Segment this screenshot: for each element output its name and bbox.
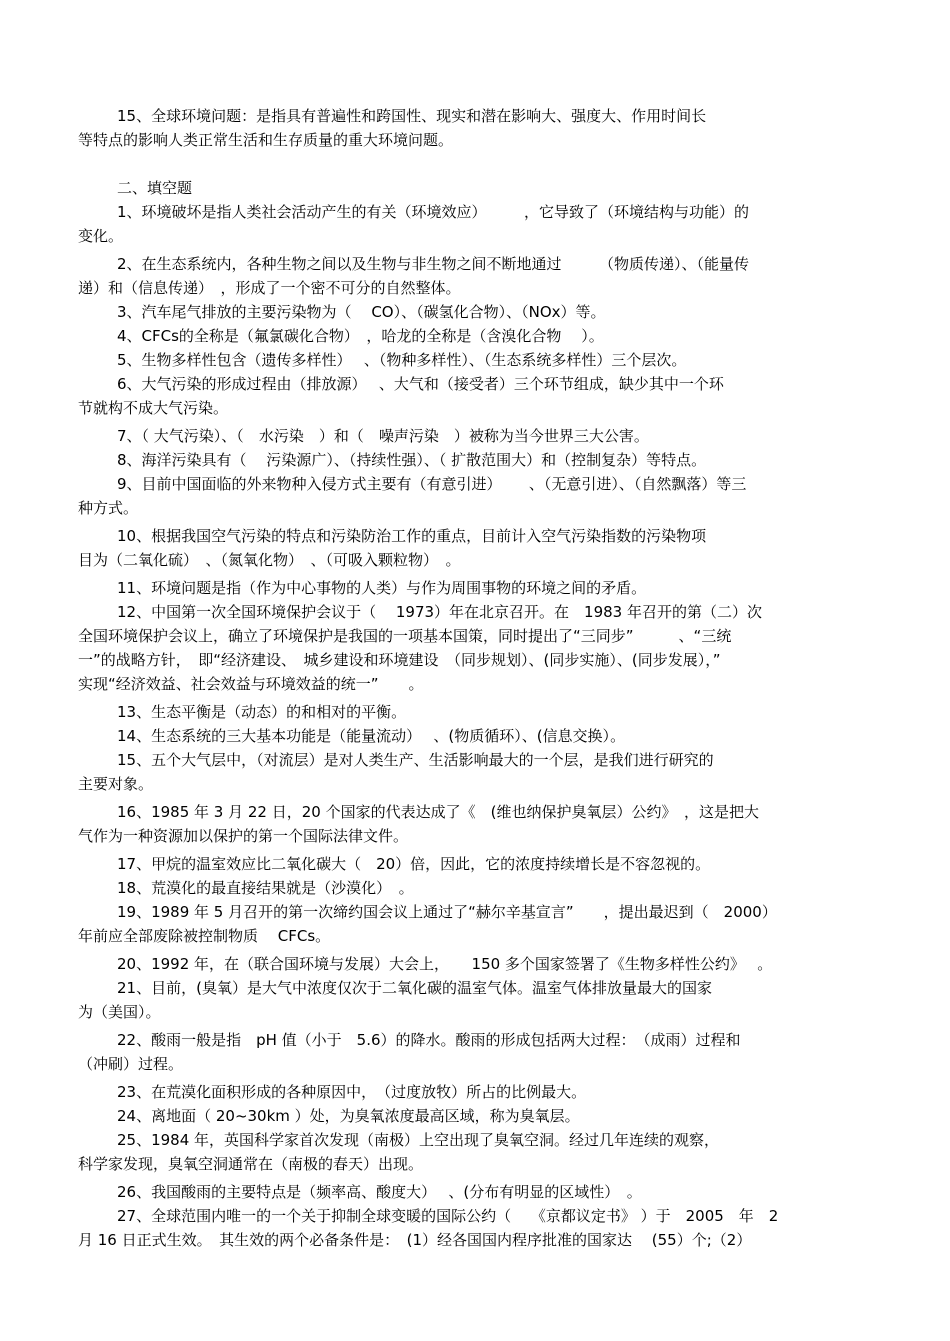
question-line: 26、我国酸雨的主要特点是（频率高、酸度大） 、(分布有明显的区域性） 。 [117, 1183, 642, 1201]
question-line: 节就构不成大气污染。 [78, 399, 229, 417]
question-line: 18、荒漠化的最直接结果就是（沙漠化） 。 [117, 879, 414, 897]
question-14 [78, 724, 878, 748]
section-heading: 二、填空题 [117, 179, 193, 197]
question-line: 月 16 日正式生效。 其生效的两个必备条件是： (1）经各国国内程序批准的国家达 (55）个;（2） [78, 1231, 752, 1249]
question-27 [78, 1204, 878, 1252]
definition-15-line-1: 15、全球环境问题：是指具有普遍性和跨国性、现实和潜在影响大、强度大、作用时间长 [117, 107, 707, 125]
definition-15-line-2: 等特点的影响人类正常生活和生存质量的重大环境问题。 [78, 131, 454, 149]
question-26 [78, 1180, 878, 1204]
question-line: 10、根据我国空气污染的特点和污染防治工作的重点，目前计入空气污染指数的污染物项 [117, 527, 707, 545]
question-line: 5、生物多样性包含（遗传多样性） 、（物种多样性）、（生态系统多样性）三个层次。 [117, 351, 687, 369]
question-line: 25、1984 年，英国科学家首次发现（南极）上空出现了臭氧空洞。经过几年连续的观察， [117, 1131, 720, 1149]
question-line: 一”的战略方针， 即“经济建设、 城乡建设和环境建设 （同步规划）、(同步实施）、(同步发展），” [78, 651, 721, 669]
question-13 [78, 700, 878, 724]
question-line: 16、1985 年 3 月 22 日，20 个国家的代表达成了《 (维也纳保护臭氧层）公约》 ，这是把大 [117, 803, 759, 821]
question-line: 主要对象。 [78, 775, 154, 793]
question-19 [78, 900, 878, 948]
question-line: 6、大气污染的形成过程由（排放源） 、大气和（接受者）三个环节组成，缺少其中一个环 [117, 375, 724, 393]
question-line: 14、生态系统的三大基本功能是（能量流动） 、(物质循环）、(信息交换）。 [117, 727, 626, 745]
question-line: 13、生态平衡是（动态）的和相对的平衡。 [117, 703, 407, 721]
question-line: 8、海洋污染具有（ 污染源广）、（持续性强）、（ 扩散范围大）和（控制复杂）等特点。 [117, 451, 707, 469]
question-line: 年前应全部废除被控制物质 CFCs。 [78, 927, 331, 945]
question-line: 全国环境保护会议上，确立了环境保护是我国的一项基本国策，同时提出了“三同步” 、“三统 [78, 627, 732, 645]
question-line: 科学家发现，臭氧空洞通常在（南极的春天）出现。 [78, 1155, 424, 1173]
question-line: 11、环境问题是指（作为中心事物的人类）与作为周围事物的环境之间的矛盾。 [117, 579, 647, 597]
question-line: 19、1989 年 5 月召开的第一次缔约国会议上通过了“赫尔辛基宣言” ，提出最迟到（ 2000） [117, 903, 777, 921]
question-9 [78, 472, 878, 520]
question-1 [78, 200, 878, 248]
document-body [78, 104, 878, 1252]
question-line: 15、五个大气层中，（对流层）是对人类生产、生活影响最大的一个层，是我们进行研究的 [117, 751, 714, 769]
question-line: 目为（二氧化硫） 、（氮氧化物） 、（可吸入颗粒物） 。 [78, 551, 461, 569]
question-11 [78, 576, 878, 600]
question-12 [78, 600, 878, 696]
question-line: 9、目前中国面临的外来物种入侵方式主要有（有意引进） 、（无意引进）、（自然飘落）等三 [117, 475, 747, 493]
question-line: 2、在生态系统内，各种生物之间以及生物与非生物之间不断地通过 （物质传递）、（能量传 [117, 255, 750, 273]
question-line: 实现“经济效益、社会效益与环境效益的统一” 。 [78, 675, 424, 693]
question-5 [78, 348, 878, 372]
question-line: 17、甲烷的温室效应比二氧化碳大（ 20）倍，因此，它的浓度持续增长是不容忽视的。 [117, 855, 711, 873]
question-line: 3、汽车尾气排放的主要污染物为（ CO）、（碳氢化合物）、（NOx）等。 [117, 303, 606, 321]
question-line: 7、（ 大气污染）、（ 水污染 ）和（ 噪声污染 ）被称为当今世界三大公害。 [117, 427, 649, 445]
question-line: 21、目前，(臭氧）是大气中浓度仅次于二氧化碳的温室气体。温室气体排放量最大的国家 [117, 979, 712, 997]
question-2 [78, 252, 878, 300]
question-20 [78, 952, 878, 976]
question-23 [78, 1080, 878, 1104]
question-21 [78, 976, 878, 1024]
question-17 [78, 852, 878, 876]
question-line: 1、环境破坏是指人类社会活动产生的有关（环境效应） ，它导致了（环境结构与功能）的 [117, 203, 750, 221]
question-line: 4、CFCs的全称是（氟氯碳化合物） ，哈龙的全称是（含溴化合物 ）。 [117, 327, 604, 345]
question-6 [78, 372, 878, 420]
question-10 [78, 524, 878, 572]
question-25 [78, 1128, 878, 1176]
question-3 [78, 300, 878, 324]
question-line: 20、1992 年，在（联合国环境与发展）大会上， 150 多个国家签署了《生物多样性公约》 。 [117, 955, 773, 973]
question-line: 22、酸雨一般是指 pH 值（小于 5.6）的降水。酸雨的形成包括两大过程： （成雨）过程和 [117, 1031, 741, 1049]
question-4 [78, 324, 878, 348]
question-7 [78, 424, 878, 448]
question-8 [78, 448, 878, 472]
question-line: （冲刷）过程。 [78, 1055, 184, 1073]
question-16 [78, 800, 878, 848]
question-line: 种方式。 [78, 499, 139, 517]
question-line: 变化。 [78, 227, 124, 245]
question-15 [78, 748, 878, 796]
question-24 [78, 1104, 878, 1128]
question-line: 递）和（信息传递） ，形成了一个密不可分的自然整体。 [78, 279, 461, 297]
question-line: 27、全球范围内唯一的一个关于抑制全球变暖的国际公约（ 《京都议定书》 ）于 2005 年 2 [117, 1207, 779, 1225]
question-line: 24、离地面（ 20~30km ）处，为臭氧浓度最高区域，称为臭氧层。 [117, 1107, 580, 1125]
question-line: 12、中国第一次全国环境保护会议于（ 1973）年在北京召开。在 1983 年召开的第（二）次 [117, 603, 762, 621]
question-line: 为（美国）。 [78, 1003, 161, 1021]
question-line: 气作为一种资源加以保护的第一个国际法律文件。 [78, 827, 409, 845]
question-18 [78, 876, 878, 900]
question-line: 23、在荒漠化面积形成的各种原因中， （过度放牧）所占的比例最大。 [117, 1083, 587, 1101]
question-22 [78, 1028, 878, 1076]
